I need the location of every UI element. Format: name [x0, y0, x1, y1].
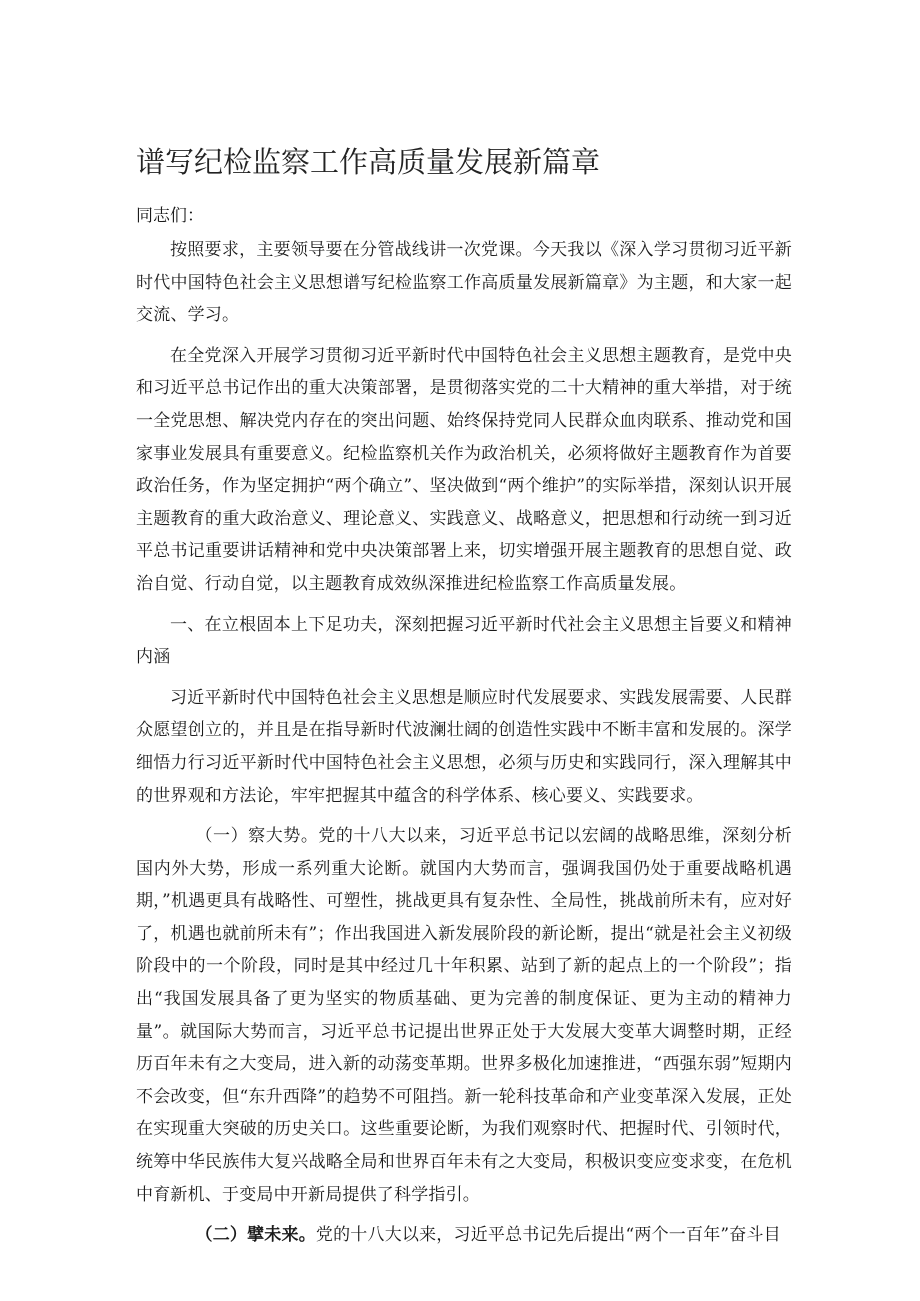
paragraph-theme-education: 在全党深入开展学习贯彻习近平新时代中国特色社会主义思想主题教育，是党中央和习近平总书记作出的重大决策部署，是贯彻落实党的二十大精神的重大举措，对于统一全党思想、解决党内存在的突出问题、始终保持党同人民群众血肉联系、推动党和国家事业发展具有重要意义。纪检监察机关作为政治机关，必须将做好主题教育作为首要政治任务，作为坚定拥护“两个确立”、坚决做到“两个维护”的实际举措，深刻认识开展主题教育的重大政治意义、理论意义、实践意义、战略意义，把思想和行动统一到习近平总书记重要讲话精神和党中央决策部署上来，切实增强开展主题教育的思想自觉、政治自觉、行动自觉，以主题教育成效纵深推进纪检监察工作高质量发展。: [136, 345, 792, 594]
document-body: [136, 234, 792, 1252]
section-heading-1: 一、在立根固本上下足功夫，深刻把握习近平新时代社会主义思想主旨要义和精神内涵: [136, 614, 792, 668]
paragraph-plan-future: [136, 1219, 792, 1252]
subsection-heading: （二）擘未来。: [195, 1225, 316, 1246]
document-title: 谱写纪检监察工作高质量发展新篇章: [136, 145, 601, 179]
paragraph-observe-trends: （一）察大势。党的十八大以来，习近平总书记以宏阔的战略思维，深刻分析国内外大势，形成一系列重大论断。就国内大势而言，强调我国仍处于重要战略机遇期，”机遇更具有战略性、可塑性，挑战更具有复杂性、全局性，挑战前所未有，应对好了，机遇也就前所未有”；作出我国进入新发展阶段的新论断，提出“就是社会主义初级阶段中的一个阶段，同时是其中经过几十年积累、站到了新的起点上的一个阶段”；指出“我国发展具备了更为坚实的物质基础、更为完善的制度保证、更为主动的精神力量”。就国际大势而言，习近平总书记提出世界正处于大发展大变革大调整时期，正经历百年未有之大变局，进入新的动荡变革期。世界多极化加速推进，“西强东弱”短期内不会改变，但“东升西降”的趋势不可阻挡。新一轮科技革命和产业变革深入发展，正处在实现重大突破的历史关口。这些重要论断，为我们观察时代、把握时代、引领时代，统筹中华民族伟大复兴战略全局和世界百年未有之大变局，积极识变应变求变，在危机中育新机、于变局中开新局提供了科学指引。: [136, 826, 792, 1205]
salutation: 同志们：: [136, 206, 204, 226]
paragraph-plan-future-text: 党的十八大以来，习近平总书记先后提出“两个一百年”奋斗目: [315, 1225, 781, 1246]
paragraph-intro: 按照要求，主要领导要在分管战线讲一次党课。今天我以《深入学习贯彻习近平新时代中国特色社会主义思想谱写纪检监察工作高质量发展新篇章》为主题，和大家一起交流、学习。: [136, 240, 792, 326]
paragraph-thought: 习近平新时代中国特色社会主义思想是顺应时代发展要求、实践发展需要、人民群众愿望创立的，并且是在指导新时代波澜壮阔的创造性实践中不断丰富和发展的。深学细悟力行习近平新时代中国特色社会主义思想，必须与历史和实践同行，深入理解其中的世界观和方法论，牢牢把握其中蕴含的科学体系、核心要义、实践要求。: [136, 687, 792, 806]
